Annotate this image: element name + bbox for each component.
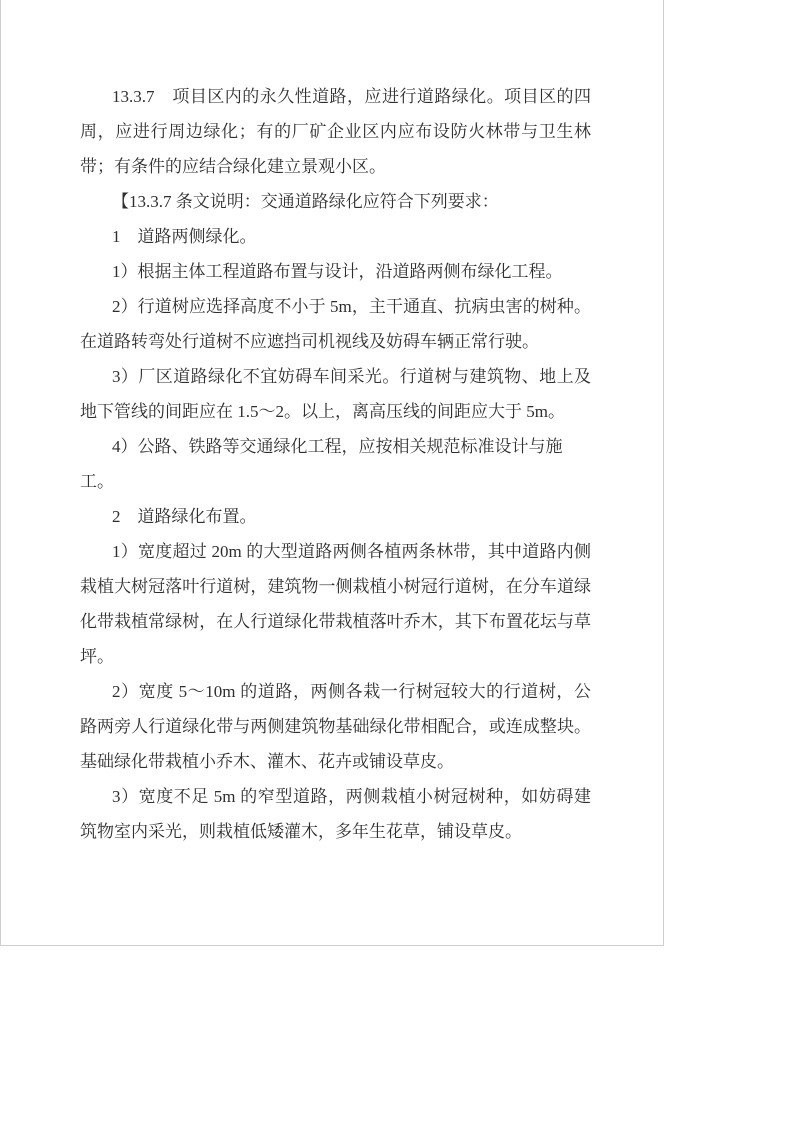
document-text-block <box>80 79 591 849</box>
text-line: 坪。 <box>80 647 114 666</box>
text-line: 化带栽植常绿树，在人行道绿化带栽植落叶乔木，其下布置花坛与草 <box>80 612 591 631</box>
text-line: 13.3.7 项目区内的永久性道路，应进行道路绿化。项目区的四 <box>112 87 591 106</box>
text-line: 地下管线的间距应在 1.5～2。以上，离高压线的间距应大于 5m。 <box>80 402 565 421</box>
text-line: 3）厂区道路绿化不宜妨碍车间采光。行道树与建筑物、地上及 <box>112 367 591 386</box>
text-line: 在道路转弯处行道树不应遮挡司机视线及妨碍车辆正常行驶。 <box>80 332 539 351</box>
text-line: 栽植大树冠落叶行道树，建筑物一侧栽植小树冠行道树，在分车道绿 <box>80 577 591 596</box>
text-line: 【13.3.7 条文说明：交通道路绿化应符合下列要求： <box>112 192 499 211</box>
text-line: 2 道路绿化布置。 <box>112 507 257 526</box>
text-line: 周，应进行周边绿化；有的厂矿企业区内应布设防火林带与卫生林 <box>80 122 591 141</box>
text-line: 1）根据主体工程道路布置与设计，沿道路两侧布绿化工程。 <box>112 262 563 281</box>
text-line: 筑物室内采光，则栽植低矮灌木，多年生花草，铺设草皮。 <box>80 822 522 841</box>
text-line: 2）宽度 5～10m 的道路，两侧各栽一行树冠较大的行道树，公 <box>112 682 591 701</box>
text-line: 1 道路两侧绿化。 <box>112 227 257 246</box>
text-line: 4）公路、铁路等交通绿化工程，应按相关规范标准设计与施工。 <box>80 437 563 491</box>
text-line: 2）行道树应选择高度不小于 5m，主干通直、抗病虫害的树种。 <box>112 297 591 316</box>
text-line: 基础绿化带栽植小乔木、灌木、花卉或铺设草皮。 <box>80 752 454 771</box>
text-line: 路两旁人行道绿化带与两侧建筑物基础绿化带相配合，或连成整块。 <box>80 717 591 736</box>
text-line: 带；有条件的应结合绿化建立景观小区。 <box>80 157 386 176</box>
text-line: 1）宽度超过 20m 的大型道路两侧各植两条林带，其中道路内侧 <box>112 542 591 561</box>
text-line: 3）宽度不足 5m 的窄型道路，两侧栽植小树冠树种，如妨碍建 <box>112 787 591 806</box>
